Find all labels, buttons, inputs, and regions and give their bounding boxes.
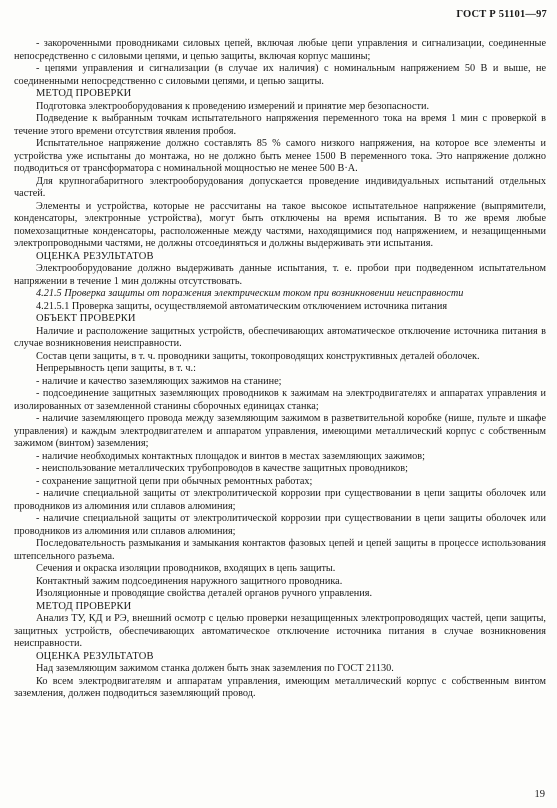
paragraph: Электрооборудование должно выдерживать данные испытания, т. е. пробои при подведенном испытательном напряжении в течение 1 мин должны отсутствовать. <box>14 263 546 287</box>
section-heading: ОЦЕНКА РЕЗУЛЬТАТОВ <box>36 250 154 262</box>
paragraph: Последовательность размыкания и замыкания контактов фазовых цепей и цепей защиты в процессе использования штепсельного разъема. <box>14 538 546 562</box>
paragraph: Над заземляющим зажимом станка должен быть знак заземления по ГОСТ 21130. <box>36 663 394 674</box>
paragraph: - сохранение защитной цепи при обычных ремонтных работах; <box>36 475 313 487</box>
paragraph: Наличие и расположение защитных устройств, обеспечивающих автоматическое отключение источника питания в случае возникновения неисправности. <box>14 325 546 349</box>
paragraph: - наличие специальной защиты от электролитической коррозии при существовании в цепи защиты оболочек или проводников из алюминия или сплавов алюминия; <box>14 513 546 537</box>
document-body <box>14 38 546 701</box>
paragraph: Подготовка электрооборудования к проведению измерений и принятие мер безопасности. <box>36 100 430 112</box>
paragraph: Анализ ТУ, КД и РЭ, внешний осмотр с целью проверки незащищенных электропроводящих частей, цепи защиты, защитных устройств, обеспечивающих автоматическое отключение источника питания в случае возникновения неисправности. <box>14 613 546 649</box>
paragraph: - наличие заземляющего провода между заземляющим зажимом в разветвительной коробке (нише, пульте и шкафе управления) и каждым электродвигателем и аппаратом управления, имеющими металлический корпус с собственным зажимом (винтом) заземления; <box>14 413 546 449</box>
paragraph: Контактный зажим подсоединения наружного защитного проводника. <box>36 575 343 587</box>
paragraph: Элементы и устройства, которые не рассчитаны на такое высокое испытательное напряжение (выпрямители, конденсаторы, электронные устройства), могут быть отключены на время испытания. В то же время любые помехозащитные конденсаторы, расположенные между частями, находящимися под напряжением, и незащищенными электропроводными частями, не должны отсоединяться и должны выдерживать эти испытания. <box>14 200 546 249</box>
paragraph: Подведение к выбранным точкам испытательного напряжения переменного тока на время 1 мин с проверкой в течение этого времени отсутствия явления пробоя. <box>14 113 546 137</box>
paragraph: 4.21.5 Проверка защиты от поражения электрическим током при возникновении неисправности <box>36 288 464 299</box>
paragraph: Изоляционные и проводящие свойства деталей органов ручного управления. <box>36 588 373 599</box>
paragraph: - цепями управления и сигнализации (в случае их наличия) с номинальным напряжением 50 В и выше, не соединенными непосредственно с силовыми цепями, и цепью защиты. <box>14 63 546 87</box>
document-header: ГОСТ Р 51101—97 <box>456 9 547 20</box>
paragraph: Сечения и окраска изоляции проводников, входящих в цепь защиты. <box>36 563 336 574</box>
section-heading: ОБЪЕКТ ПРОВЕРКИ <box>36 313 136 324</box>
paragraph: Ко всем электродвигателям и аппаратам управления, имеющим металлический корпус с собственным винтом заземления, должен подводиться заземляющий провод. <box>14 675 546 699</box>
section-heading: МЕТОД ПРОВЕРКИ <box>36 600 132 612</box>
paragraph: - подсоединение защитных заземляющих проводников к зажимам на электродвигателях и аппаратах управления и изолированных от заземленной станины сборочных единицах станка; <box>14 388 546 412</box>
section-heading: ОЦЕНКА РЕЗУЛЬТАТОВ <box>36 650 154 662</box>
paragraph: - наличие специальной защиты от электролитической коррозии при существовании в цепи защиты оболочек или проводников из алюминия или сплавов алюминия; <box>14 488 546 512</box>
paragraph: Испытательное напряжение должно составлять 85 % самого низкого напряжения, на которое все элементы и устройства уже испытаны до монтажа, но не должно быть менее 1500 В переменного тока. Это напряжение должно подводиться от трансформатора с номинальной мощностью не менее 500 В·А. <box>14 138 546 174</box>
paragraph: Для крупногабаритного электрооборудования допускается проведение индивидуальных испытаний отдельных частей. <box>14 175 546 199</box>
paragraph: - наличие необходимых контактных площадок и винтов в местах заземляющих зажимов; <box>36 450 425 462</box>
paragraph: Состав цепи защиты, в т. ч. проводники защиты, токопроводящих конструктивных деталей оболочек. <box>36 350 480 362</box>
paragraph: - закороченными проводниками силовых цепей, включая любые цепи управления и сигнализации, соединенные непосредственно с силовыми цепями, и цепью защиты, включая корпус машины; <box>14 38 546 62</box>
paragraph: - неиспользование металлических трубопроводов в качестве защитных проводников; <box>36 463 408 474</box>
section-heading: МЕТОД ПРОВЕРКИ <box>36 88 132 99</box>
paragraph: Непрерывность цепи защиты, в т. ч.: <box>36 363 196 374</box>
paragraph: - наличие и качество заземляющих зажимов на станине; <box>36 375 282 387</box>
paragraph: 4.21.5.1 Проверка защиты, осуществляемой автоматическим отключением источника питания <box>36 300 448 312</box>
page-number: 19 <box>534 789 545 800</box>
